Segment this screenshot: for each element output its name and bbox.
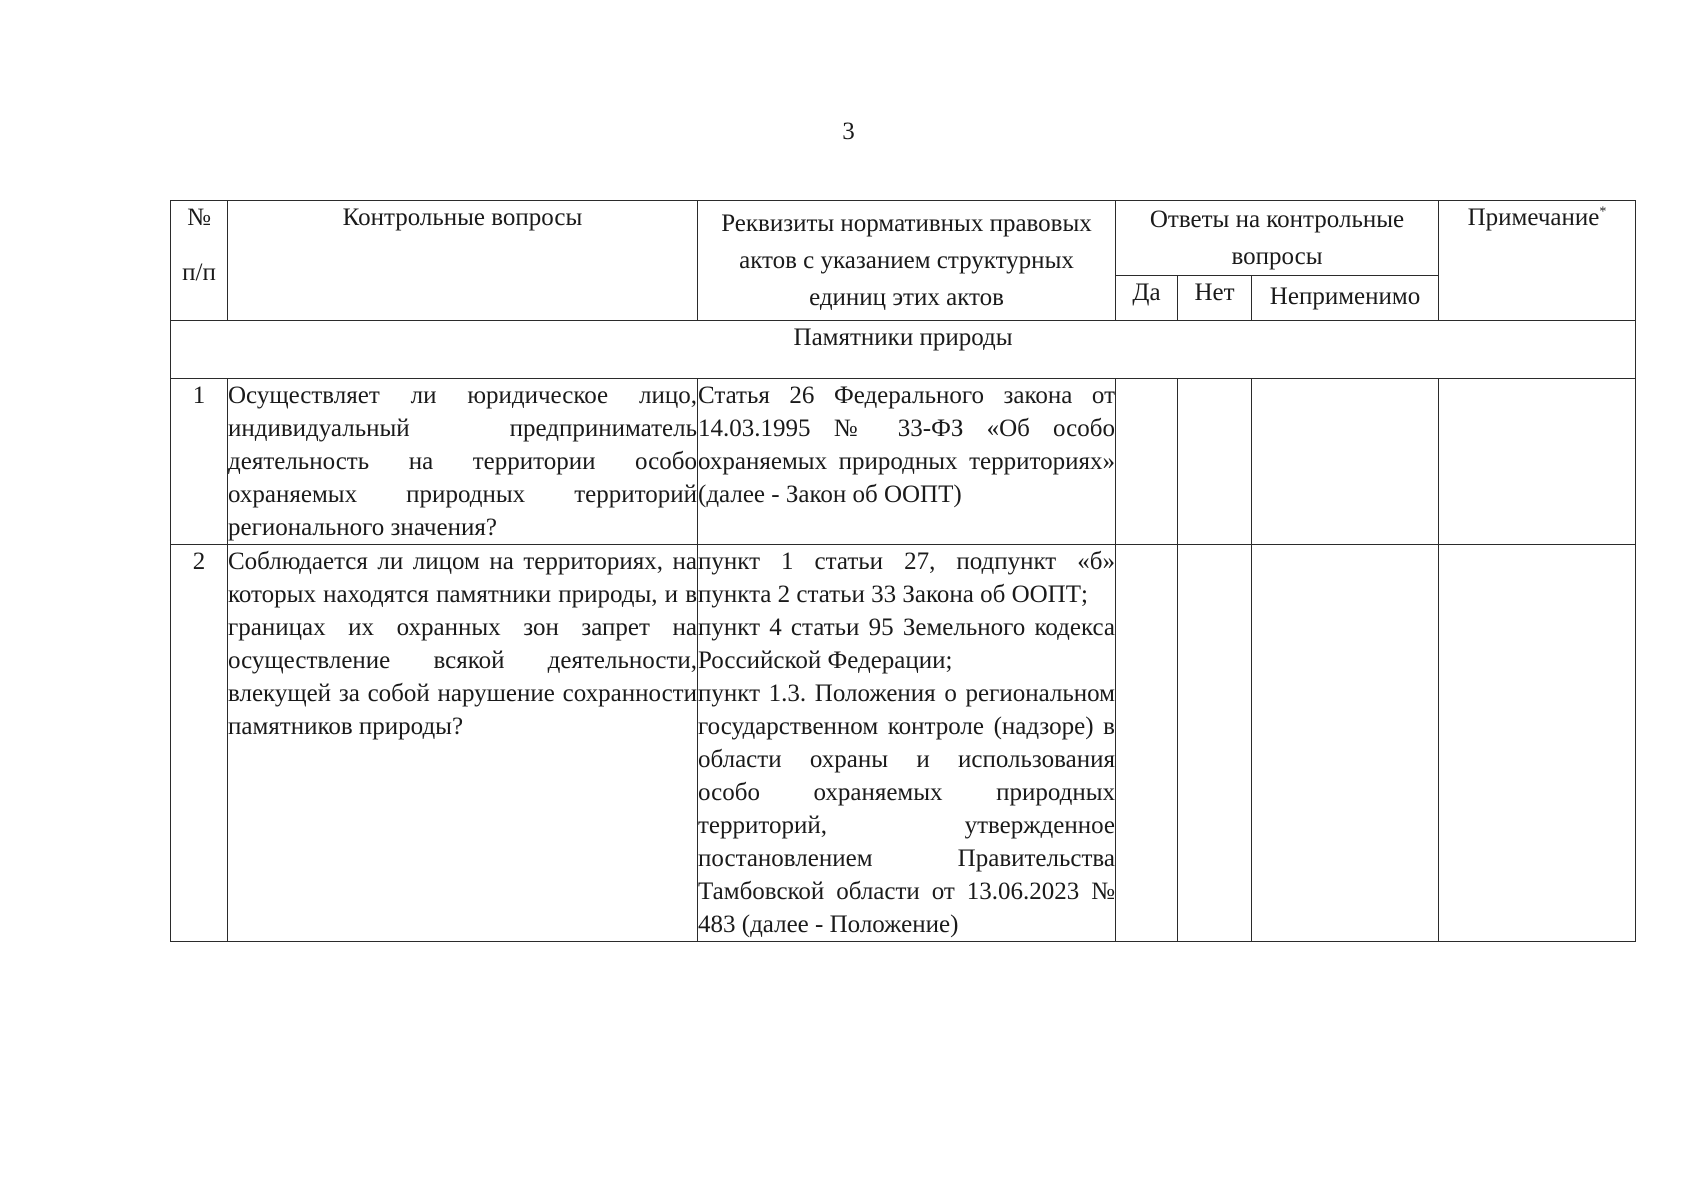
reference-line: пункт 1 статьи 27, подпункт «б» пункта 2 статьи 33 Закона об ООПТ; [698,548,1115,608]
row-number: 1 [171,379,228,545]
section-title: Памятники природы [171,321,1636,379]
answer-not-applicable-cell [1252,545,1439,942]
header-no: Нет [1178,276,1252,321]
page-number: 3 [842,118,855,145]
footnote-mark: * [1599,204,1607,220]
header-answers: Ответы на контрольные вопросы [1116,201,1439,276]
table-row [171,379,1636,545]
note-cell [1439,379,1636,545]
answer-no-cell [1178,379,1252,545]
header-number [171,201,228,321]
reference-text [698,545,1116,942]
header-row-1 [171,201,1636,276]
row-number: 2 [171,545,228,942]
question-text: Соблюдается ли лицом на территориях, на которых находятся памятники природы, и в границах их охранных зон запрет на осуществление всякой деятельности, влекущей за собой нарушение сохранности памятников природы? [228,545,698,942]
answer-not-applicable-cell [1252,379,1439,545]
header-note-label: Примечание [1467,204,1600,231]
header-not-applicable: Неприменимо [1252,276,1439,321]
reference-text: Статья 26 Федерального закона от 14.03.1995 № 33-ФЗ «Об особо охраняемых природных территориях» (далее - Закон об ООПТ) [698,379,1116,545]
answer-yes-cell [1116,379,1178,545]
reference-line: пункт 1.3. Положения о региональном государственном контроле (надзоре) в области охраны и использования особо охраняемых природных территорий, утвержденное постановлением Правительства Тамбовской области от 13.06.2023 № 483 (далее - Положение) [698,680,1115,938]
question-text: Осуществляет ли юридическое лицо, индивидуальный предприниматель деятельность на территории особо охраняемых природных территорий регионального значения? [228,379,698,545]
header-requisites: Реквизиты нормативных правовых актов с указанием структурных единиц этих актов [698,201,1116,321]
header-number-pp: п/п [182,259,216,286]
header-yes: Да [1116,276,1178,321]
answer-no-cell [1178,545,1252,942]
answer-yes-cell [1116,545,1178,942]
reference-line: пункт 4 статьи 95 Земельного кодекса Российской Федерации; [698,614,1115,674]
checklist-table [170,200,1636,942]
header-number-sign: № [187,204,211,231]
section-row [171,321,1636,379]
header-questions: Контрольные вопросы [228,201,698,321]
table-row [171,545,1636,942]
note-cell [1439,545,1636,942]
header-note [1439,201,1636,321]
